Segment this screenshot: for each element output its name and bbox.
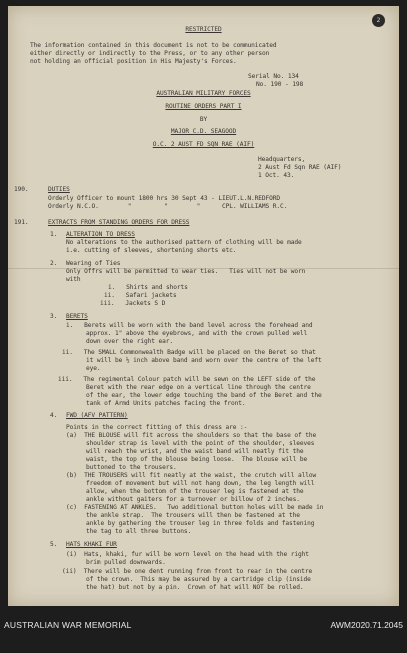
order-title: DUTIES [48,186,70,193]
body-line: Beret with the rear edge on a vertical line through the centre [86,384,311,391]
page-number-stamp: 2 [372,14,385,27]
body-line: of the crown. This may be assured by a cartridge clip (inside [86,576,311,583]
body-line: Only Offrs will be permitted to wear ties. Ties will not be worn [66,268,306,275]
body-line: of the ear, the lower edge touching the band of the Beret and the [86,392,322,399]
body-line: waist, the top of the blouse being loose. The blouse will be [86,456,308,463]
headquarters-line: 2 Aust Fd Sqn RAE (AIF) [258,164,342,171]
commander-appointment: O.C. 2 AUST FD SQN RAE (AIF) [152,141,255,148]
body-line: with [66,276,81,283]
duty-line: Orderly Officer to mount 1800 hrs 30 Sept 43 - LIEUT.L.N.REDFORD [48,195,281,202]
body-line: will reach the wrist, and the waist band will neatly fit the [86,448,304,455]
body-line: allow, when the bottom of the trouser leg is fastened at the [86,488,304,495]
body-line: (a) THE BLOUSE will fit across the shoulders so that the base of the [66,432,317,439]
unit-title: AUSTRALIAN MILITARY FORCES [156,90,251,97]
body-line: iii. The regimental Colour patch will be sewn on the LEFT side of the [58,376,316,383]
body-line: ankle by gathering the trouser leg in three folds and fastening [86,520,315,527]
security-notice-line: The information contained in this document is not to be communicated [30,42,277,49]
body-line: eye. [86,365,101,372]
paragraph-title: BERETS [66,313,88,320]
commander-name: MAJOR C.D. SEAGOOD [170,128,237,135]
date-line: 1 Oct. 43. [258,172,295,179]
security-notice-line: either directly or indirectly to the Press, or to any other person [30,50,270,57]
body-line: freedom of movement but will not hang down, the leg length will [86,480,315,487]
accession-number: AWM2020.71.2045 [330,620,403,630]
body-line: tank of Armd Units patches facing the front. [86,400,246,407]
archive-footer [0,606,407,653]
paragraph-title: FWD (AFV PATTERN) [66,412,128,419]
body-line: brim pulled downwards. [86,559,166,566]
body-line: (i) Hats, khaki, fur will be worn level on the head with the right [66,551,309,558]
paragraph-number: 3. [50,313,58,320]
paragraph-number: 1. [50,231,58,238]
paragraph-number: 4. [50,412,58,419]
paragraph-title: ALTERATION TO DRESS [66,231,135,238]
paragraph-number: 2. [50,260,58,267]
duty-line: Orderly N.C.O. " " " CPL. WILLIAMS R.C. [48,203,288,210]
body-line: shoulder strap is level with the point of the shoulder, sleeves [86,440,315,447]
body-line: i. Berets will be worn with the band level across the forehead and [66,322,313,329]
order-number: 191. [14,219,29,226]
body-line: (c) FASTENING AT ANKLES. Two additional button holes will be made in [66,504,324,511]
body-line: it will be ½ inch above band and worn over the centre of the left [86,357,322,364]
paragraph-title: Wearing of Ties [66,260,121,267]
classification-heading: RESTRICTED [185,26,222,33]
body-line: ii. The SMALL Commonwealth Badge will be placed on the Beret so that [62,349,316,356]
archive-name: AUSTRALIAN WAR MEMORIAL [4,620,132,630]
body-line: (ii) There will be one dent running from front to rear in the centre [62,568,313,575]
body-line: No alterations to the authorised pattern of clothing will be made [66,239,302,246]
body-line: (b) THE TROUSERS will fit neatly at the waist, the crutch will allow [66,472,317,479]
list-item: ii. Safari jackets [104,292,177,299]
order-number: 190. [14,186,29,193]
body-line: Points in the correct fitting of this dress are :- [66,424,248,431]
order-numbers: No. 190 - 198 [256,81,304,88]
list-item: i. Shirts and shorts [108,284,188,291]
body-line: down over the right ear. [86,338,174,345]
body-line: the ankle strap. The trousers will then be fastened at the [86,512,300,519]
body-line: the hat) but not by a pin. Crown of hat will NOT be rolled. [86,584,304,591]
orders-title: ROUTINE ORDERS PART I [165,103,242,110]
body-line: the tag to all three buttons. [86,528,192,535]
serial-number: Serial No. 134 [248,73,299,80]
document-page [8,6,399,606]
list-item: iii. Jackets S D [100,300,166,307]
body-line: ankle without gaiters for a turnover or billow of 2 inches. [86,496,300,503]
order-title: EXTRACTS FROM STANDING ORDERS FOR DRESS [48,219,190,226]
security-notice-line: not holding an official position in His Majesty's Forces. [30,58,237,65]
by-line: BY [199,116,208,123]
body-line: buttoned to the trousers. [86,464,177,471]
body-line: approx. 1" above the eyebrows, and with the crown pulled well [86,330,308,337]
paragraph-title: HATS KHAKI FUR [66,541,117,548]
headquarters-line: Headquarters, [258,156,306,163]
paragraph-number: 5. [50,541,58,548]
body-line: i.e. cutting of sleeves, shortening shorts etc. [66,247,237,254]
